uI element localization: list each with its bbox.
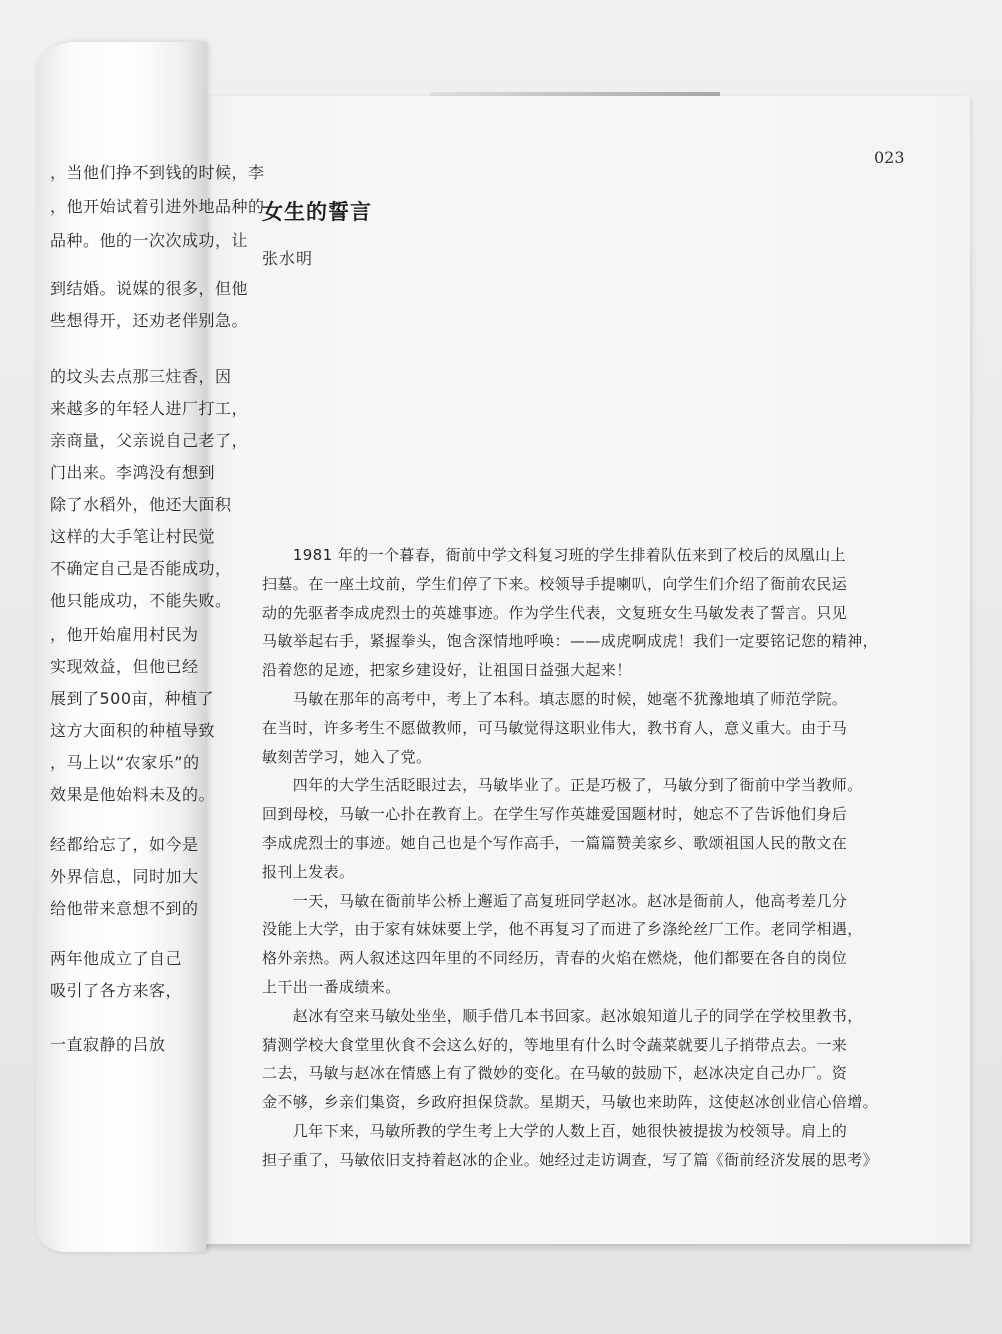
- fragment-line: 来越多的年轻人进厂打工，: [50, 399, 249, 418]
- fragment-line: 不确定自己是否能成功，: [50, 559, 232, 578]
- fragment-line: 经都给忘了，如今是: [50, 835, 199, 854]
- fragment-line: 两年他成立了自己: [50, 949, 183, 968]
- body-line: 担子重了，马敏依旧支持着赵冰的企业。她经过走访调查，写了篇《衙前经济发展的思考》: [262, 1150, 879, 1169]
- fragment-line: 亲商量，父亲说自己老了，: [50, 431, 249, 450]
- fragment-line: 展到了500亩，种植了: [50, 689, 215, 708]
- fragment-line: 实现效益，但他已经: [50, 657, 199, 676]
- fragment-line: 些想得开，还劝老伴别急。: [50, 311, 249, 330]
- fragment-line: 到结婚。说媒的很多，但他: [50, 279, 249, 298]
- fragment-line: 一直寂静的吕放: [50, 1035, 166, 1054]
- fragment-line: 品种。他的一次次成功，让: [50, 231, 249, 250]
- body-line: 格外亲热。两人叙述这四年里的不同经历，青春的火焰在燃烧，他们都要在各自的岗位: [262, 949, 848, 968]
- body-line: 四年的大学生活眨眼过去，马敏毕业了。正是巧极了，马敏分到了衙前中学当教师。: [262, 776, 863, 795]
- fragment-line: ，当他们挣不到钱的时候，李: [50, 163, 265, 182]
- body-line: 赵冰有空来马敏处坐坐，顺手借几本书回家。赵冰娘知道儿子的同学在学校里教书，: [262, 1006, 863, 1025]
- fragment-line: ，马上以“农家乐”的: [50, 753, 200, 772]
- fragment-line: 门出来。李鸿没有想到: [50, 463, 216, 482]
- fragment-line: 的坟头去点那三炷香，因: [50, 367, 232, 386]
- body-line: 在当时，许多考生不愿做教师，可马敏觉得这职业伟大，教书育人，意义重大。由于马: [262, 718, 848, 737]
- body-line: 马敏举起右手，紧握拳头，饱含深情地呼唤：——成虎啊成虎！我们一定要铭记您的精神，: [262, 632, 879, 651]
- fragment-line: ，他开始雇用村民为: [50, 625, 199, 644]
- fragment-line: 这样的大手笔让村民觉: [50, 527, 216, 546]
- body-line: 扫墓。在一座土坟前，学生们停了下来。校领导手提喇叭，向学生们介绍了衙前农民运: [262, 574, 848, 593]
- article-author: 张水明: [262, 249, 314, 268]
- body-line: 1981 年的一个暮春，衙前中学文科复习班的学生排着队伍来到了校后的凤凰山上: [262, 546, 846, 564]
- body-line: 沿着您的足迹，把家乡建设好，让祖国日益强大起来！: [262, 661, 632, 680]
- fragment-line: 除了水稻外，他还大面积: [50, 495, 232, 514]
- body-line: 敏刻苦学习，她入了党。: [262, 747, 432, 766]
- fragment-line: 吸引了各方来客，: [50, 981, 183, 1000]
- body-line: 二去，马敏与赵冰在情感上有了微妙的变化。在马敏的鼓励下，赵冰决定自己办厂。资: [262, 1064, 848, 1083]
- body-line: 李成虎烈士的事迹。她自己也是个写作高手，一篇篇赞美家乡、歌颂祖国人民的散文在: [262, 833, 848, 852]
- body-line: 动的先驱者李成虎烈士的英雄事迹。作为学生代表，文复班女生马敏发表了誓言。只见: [262, 603, 848, 622]
- body-line: 回到母校，马敏一心扑在教育上。在学生写作英雄爱国题材时，她忘不了告诉他们身后: [262, 805, 848, 824]
- body-line: 猜测学校大食堂里伙食不会这么好的，等地里有什么时令蔬菜就要儿子捎带点去。一来: [262, 1035, 848, 1054]
- curled-left-page: [36, 42, 265, 1252]
- body-line: 报刊上发表。: [262, 862, 355, 881]
- body-line: 马敏在那年的高考中，考上了本科。填志愿的时候，她毫不犹豫地填了师范学院。: [262, 689, 848, 708]
- page-number: 023: [874, 148, 905, 167]
- body-line: 没能上大学，由于家有妹妹要上学，他不再复习了而进了乡涤纶丝厂工作。老同学相遇，: [262, 920, 863, 939]
- fragment-line: 这方大面积的种植导致: [50, 721, 216, 740]
- body-line: 一天，马敏在衙前毕公桥上邂逅了高复班同学赵冰。赵冰是衙前人，他高考差几分: [262, 891, 848, 910]
- body-line: 金不够，乡亲们集资，乡政府担保贷款。星期天，马敏也来助阵，这使赵冰创业信心倍增。: [262, 1093, 879, 1112]
- fragment-line: 效果是他始料未及的。: [50, 785, 216, 804]
- fragment-line: 给他带来意想不到的: [50, 899, 199, 918]
- body-line: 上干出一番成绩来。: [262, 977, 401, 996]
- fragment-line: 他只能成功，不能失败。: [50, 591, 232, 610]
- article-body: [262, 541, 894, 1175]
- body-line: 几年下来，马敏所教的学生考上大学的人数上百，她很快被提拔为校领导。肩上的: [262, 1121, 848, 1140]
- article-title: 女生的誓言: [262, 200, 372, 224]
- fragment-line: 外界信息，同时加大: [50, 867, 199, 886]
- fragment-line: ，他开始试着引进外地品种的: [50, 197, 265, 216]
